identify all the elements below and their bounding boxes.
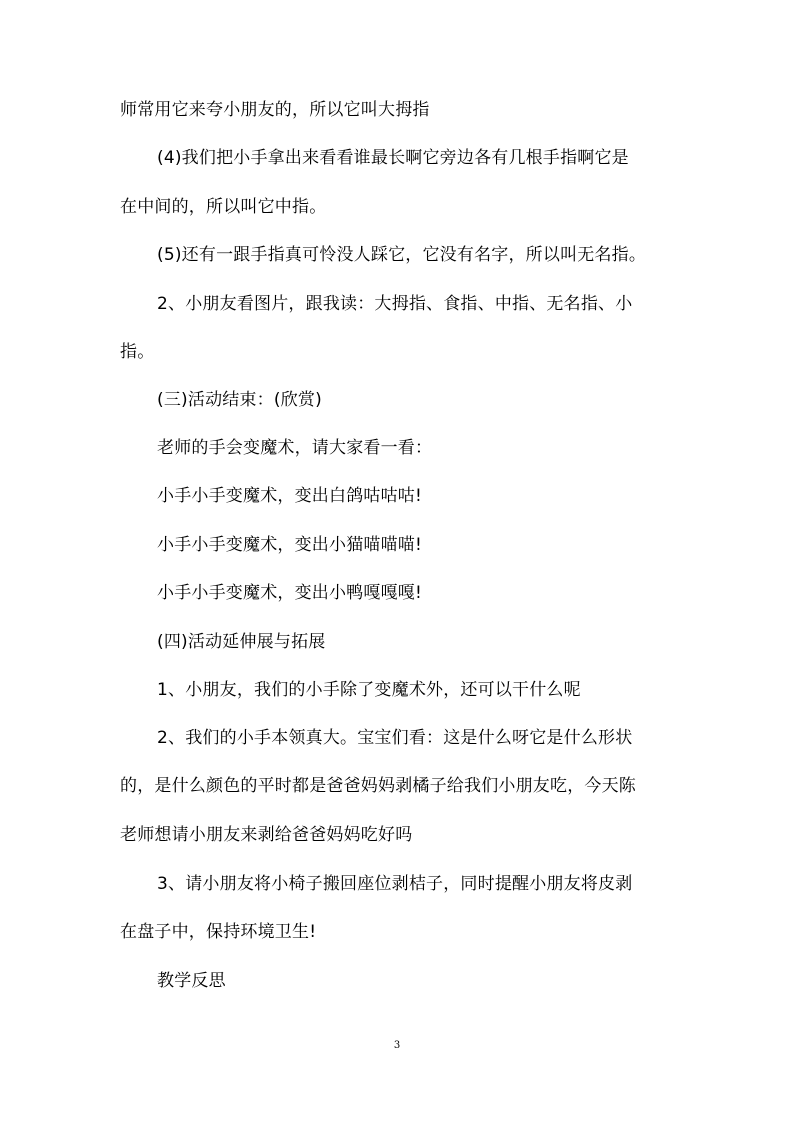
- paragraph-line: 老师想请小朋友来剥给爸爸妈妈吃好吗: [120, 825, 413, 845]
- paragraph-line: 小手小手变魔术，变出小猫喵喵喵!: [157, 535, 423, 555]
- paragraph-line: 的，是什么颜色的平时都是爸爸妈妈剥橘子给我们小朋友吃，今天陈: [120, 776, 636, 796]
- paragraph-line: 3、请小朋友将小椅子搬回座位剥桔子，同时提醒小朋友将皮剥: [157, 874, 633, 894]
- page-number: 3: [393, 1040, 401, 1051]
- paragraph-line: 在中间的，所以叫它中指。: [120, 197, 327, 217]
- paragraph-line: 小手小手变魔术，变出白鸽咕咕咕!: [157, 486, 423, 506]
- paragraph-line: 小手小手变魔术，变出小鸭嘎嘎嘎!: [157, 583, 423, 603]
- paragraph-line: 1、小朋友，我们的小手除了变魔术外，还可以干什么呢: [157, 680, 581, 700]
- paragraph-line: 在盘子中，保持环境卫生!: [120, 922, 317, 942]
- paragraph-line: 师常用它来夸小朋友的，所以它叫大拇指: [120, 100, 430, 120]
- paragraph-line: 2、小朋友看图片，跟我读：大拇指、食指、中指、无名指、小: [157, 294, 633, 314]
- section-heading: (四)活动延伸展与拓展: [157, 632, 326, 652]
- section-heading: (三)活动结束：(欣赏): [157, 390, 322, 410]
- section-heading: 教学反思: [157, 971, 226, 991]
- paragraph-line: 老师的手会变魔术，请大家看一看：: [157, 438, 433, 458]
- paragraph-line: 指。: [120, 342, 155, 362]
- paragraph-line: (5)还有一跟手指真可怜没人踩它，它没有名字，所以叫无名指。: [157, 245, 647, 265]
- paragraph-line: (4)我们把小手拿出来看看谁最长啊它旁边各有几根手指啊它是: [157, 148, 629, 168]
- paragraph-line: 2、我们的小手本领真大。宝宝们看：这是什么呀它是什么形状: [157, 728, 633, 748]
